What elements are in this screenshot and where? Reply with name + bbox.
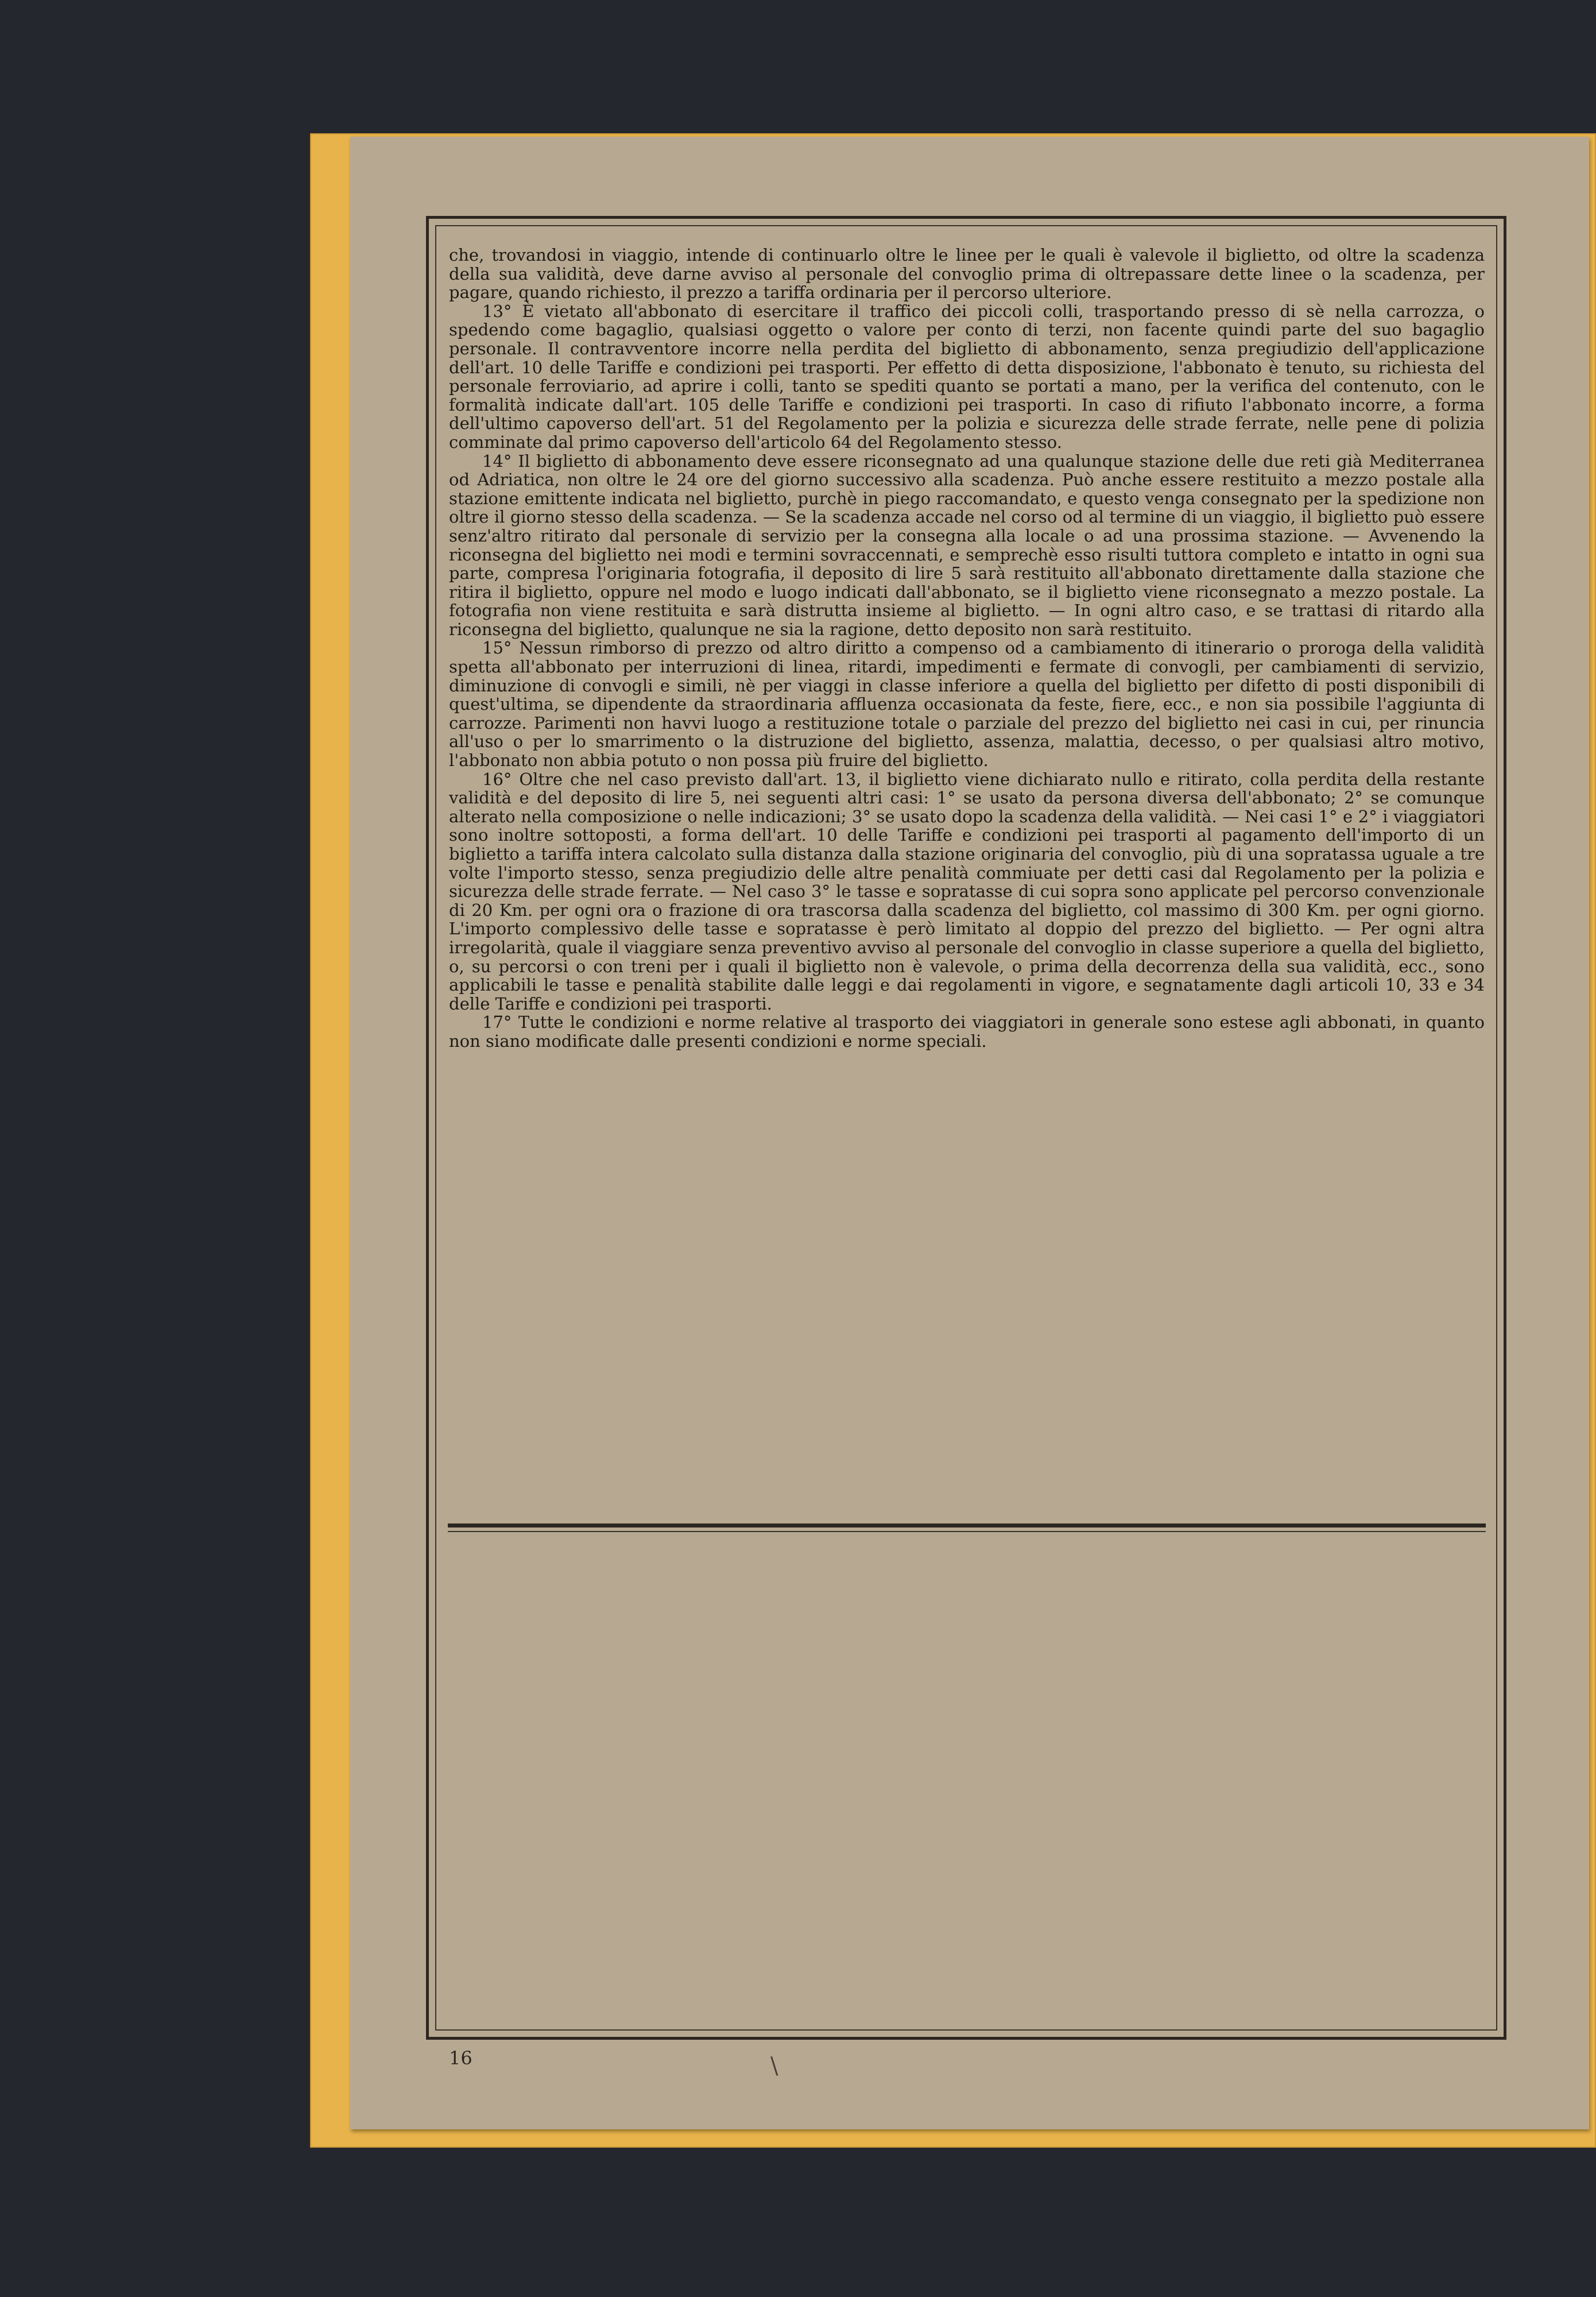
paragraph-continuation: che, trovandosi in viaggio, intende di continuarlo oltre le linee per le quali è valevole il biglietto, od oltre la scadenza della sua validità, deve darne avviso al personale del convoglio prima di oltrepassare dette linee o la scadenza, per pagare, quando richiesto, il prezzo a tariffa ordinaria per il percorso ulteriore. xyxy=(449,246,1485,303)
article-15: 15° Nessun rimborso di prezzo od altro diritto a compenso od a cambiamento di itinerario o proroga della validità spetta all'abbonato per interruzioni di linea, ritardi, impedimenti e fermate di convogli, per cambiamenti di servizio, diminuzione di convogli e simili, nè per viaggi in classe inferiore a quella del biglietto per difetto di posti disponibili di quest'ultima, se dipendente da straordinaria affluenza occasionata da feste, fiere, ecc., e non sia possibile l'aggiunta di carrozze. Parimenti non havvi luogo a restituzione totale o parziale del prezzo del biglietto nei casi in cui, per rinuncia all'uso o per lo smarrimento o la distruzione del biglietto, assenza, malattia, decesso, o per qualsiasi altro motivo, l'abbonato non abbia potuto o non possa più fruire del biglietto. xyxy=(449,638,1485,771)
page-number: 16 xyxy=(449,2047,472,2069)
article-16: 16° Oltre che nel caso previsto dall'art. 13, il biglietto viene dichiarato nullo e ritirato, colla perdita della restante validità e del deposito di lire 5, nei seguenti altri casi: 1° se usato da persona diversa dell'abbonato; 2° se comunque alterato nella composizione o nelle indicazioni; 3° se usato dopo la scadenza della validità. — Nei casi 1° e 2° i viaggiatori sono inoltre sottoposti, a forma dell'art. 10 delle Tariffe e condizioni pei trasporti al pagamento dell'importo di un biglietto a tariffa intera calcolato sulla distanza dalla stazione originaria del convoglio, più di una sopratassa uguale a tre volte l'importo stesso, senza pregiudizio delle altre penalità commiuate per detti casi dal Regolamento per la polizia e sicurezza delle strade ferrate. — Nel caso 3° le tasse e sopratasse di cui sopra sono applicate pel percorso convenzionale di 20 Km. per ogni ora o frazione di ora trascorsa dalla scadenza del biglietto, col massimo di 300 Km. per ogni giorno. L'importo complessivo delle tasse e sopratasse è però limitato al doppio del prezzo del biglietto. — Per ogni altra irregolarità, quale il viaggiare senza preventivo avviso al personale del convoglio in classe superiore a quella del biglietto, o, su percorsi o con treni per i quali il biglietto non è valevole, o prima della decorrenza della sua validità, ecc., sono applicabili le tasse e penalità stabilite dalle leggi e dai regolamenti in vigore, e segnatamente dagli articoli 10, 33 e 34 delle Tariffe e condizioni pei trasporti. xyxy=(449,769,1485,1014)
regulations-text xyxy=(449,246,1485,1521)
article-14: 14° Il biglietto di abbonamento deve essere riconsegnato ad una qualunque stazione delle due reti già Mediterranea od Adriatica, non oltre le 24 ore del giorno successivo alla scadenza. Può anche essere restituito a mezzo postale alla stazione emittente indicata nel biglietto, purchè in piego raccomandato, e questo venga consegnato per la spedizione non oltre il giorno stesso della scadenza. — Se la scadenza accade nel corso od al termine di un viaggio, il biglietto può essere senz'altro ritirato dal personale di servizio per la consegna alla locale o ad una prossima stazione. — Avvenendo la riconsegna del biglietto nei modi e termini sovraccennati, e semprechè esso risulti tuttora completo e intatto in ogni sua parte, compresa l'originaria fotografia, il deposito di lire 5 sarà restituito all'abbonato direttamente dalla stazione che ritira il biglietto, oppure nel modo e luogo indicati dall'abbonato, se il biglietto viene riconsegnato a mezzo postale. La fotografia non viene restituita e sarà distrutta insieme al biglietto. — In ogni altro caso, e se trattasi di ritardo alla riconsegna del biglietto, qualunque ne sia la ragione, detto deposito non sarà restituito. xyxy=(449,451,1485,639)
pencil-mark: \ xyxy=(770,2053,778,2079)
section-end-rule-thin xyxy=(448,1531,1486,1532)
section-end-rule xyxy=(448,1523,1486,1528)
article-13: 13° È vietato all'abbonato di esercitare il traffico dei piccoli colli, trasportando presso di sè nella carrozza, o spedendo come bagaglio, qualsiasi oggetto o valore per conto di terzi, non facente quindi parte del suo bagaglio personale. Il contravventore incorre nella perdita del biglietto di abbonamento, senza pregiudizio dell'applicazione dell'art. 10 delle Tariffe e condizioni pei trasporti. Per effetto di detta disposizione, l'abbonato è tenuto, su richiesta del personale ferroviario, ad aprire i colli, tanto se spediti quanto se portati a mano, per la verifica del contenuto, con le formalità indicate dall'art. 105 delle Tariffe e condizioni pei trasporti. In caso di rifiuto l'abbonato incorre, a forma dell'ultimo capoverso dell'art. 51 del Regolamento per la polizia e sicurezza delle strade ferrate, nelle pene di polizia comminate dal primo capoverso dell'articolo 64 del Regolamento stesso. xyxy=(449,301,1485,452)
article-17: 17° Tutte le condizioni e norme relative al trasporto dei viaggiatori in generale sono estese agli abbonati, in quanto non siano modificate dalle presenti condizioni e norme speciali. xyxy=(449,1012,1485,1051)
